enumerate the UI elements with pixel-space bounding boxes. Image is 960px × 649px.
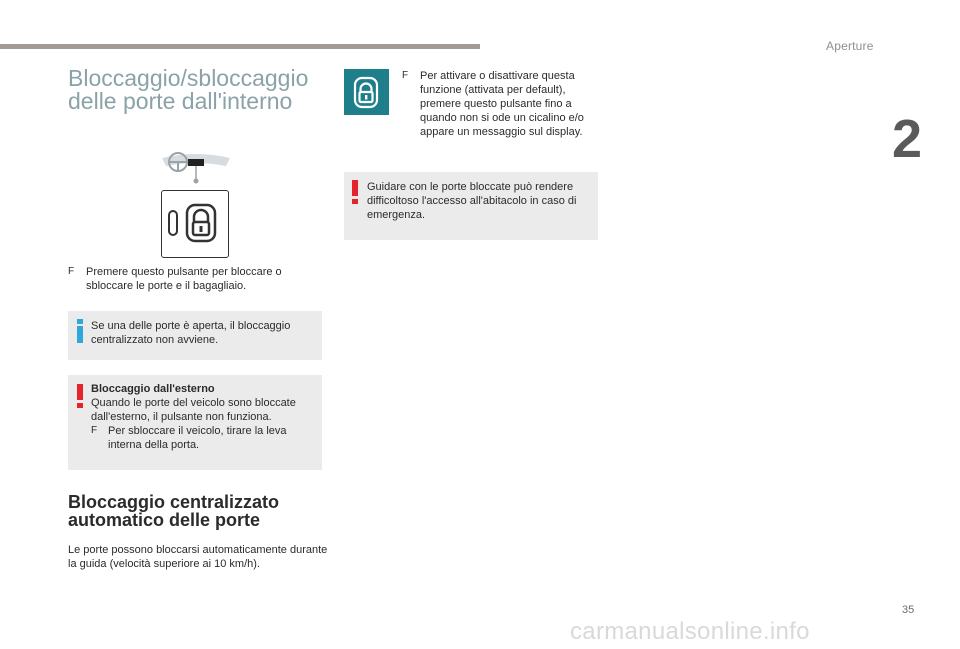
bullet-mark: F (91, 425, 98, 436)
chapter-number: 2 (892, 109, 923, 169)
warning-box-emergency (344, 172, 598, 240)
bullet-activate-instruction (402, 69, 598, 139)
info-text: Se una delle porte è aperta, il bloccaggio centralizzato non avviene. (91, 320, 291, 346)
info-icon (77, 319, 83, 343)
warning-icon (352, 180, 358, 204)
steering-wheel-icon (160, 150, 232, 186)
bullet-mark: F (68, 266, 75, 277)
page-title: Bloccaggio/sbloccaggio delle porte dall'interno (68, 65, 309, 114)
page-number: 35 (902, 604, 915, 616)
auto-lock-heading: Bloccaggio centralizzato automatico delle porte (68, 492, 280, 530)
header-rule (0, 44, 480, 49)
lock-button-icon (161, 190, 229, 258)
bullet-text: Premere questo pulsante per bloccare o sbloccare le porte e il bagagliaio. (86, 266, 282, 292)
warning-icon (77, 384, 83, 408)
info-box (68, 311, 322, 360)
bullet-mark: F (402, 70, 409, 81)
warning-text: Quando le porte del veicolo sono bloccate dall'esterno, il pulsante non funziona. (91, 397, 296, 423)
bullet-text: Per attivare o disattivare questa funzione (attivata per default), premere questo pulsante fino a quando non si ode un cicalino e/o appare un messaggio sul display. (420, 70, 584, 138)
section-label: Aperture (826, 39, 874, 53)
warning-text: Guidare con le porte bloccate può rendere difficoltoso l'accesso all'abitacolo in caso di emergenza. (367, 181, 577, 221)
warning-heading: Bloccaggio dall'esterno (91, 383, 215, 395)
lock-icon-tile (344, 69, 389, 115)
warning-box-exterior (68, 375, 322, 470)
bullet-lock-instruction (68, 265, 316, 293)
auto-lock-paragraph: Le porte possono bloccarsi automaticamente durante la guida (velocità superiore ai 10 km/h). (68, 544, 328, 570)
lock-icon (344, 69, 389, 115)
watermark: carmanualsonline.info (570, 618, 810, 645)
warning-bullet-text: Per sbloccare il veicolo, tirare la leva interna della porta. (108, 425, 287, 451)
